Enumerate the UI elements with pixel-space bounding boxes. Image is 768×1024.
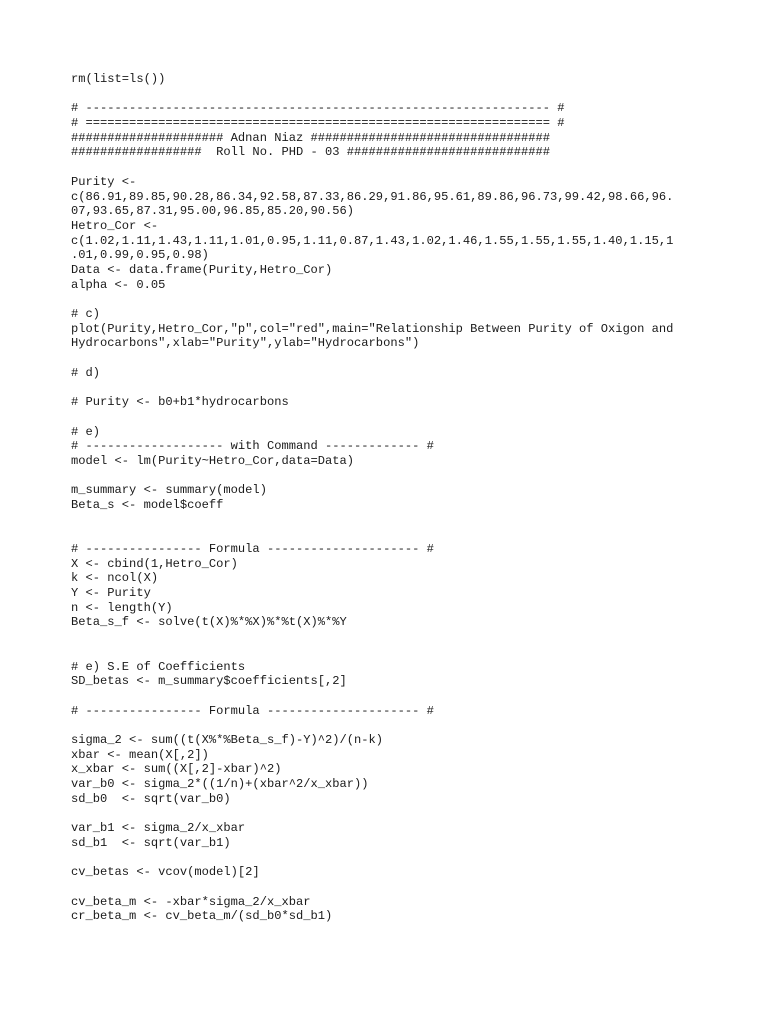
code-line: # ------------------- with Command ------------- # xyxy=(71,439,434,454)
code-line: c(1.02,1.11,1.43,1.11,1.01,0.95,1.11,0.87,1.43,1.02,1.46,1.55,1.55,1.55,1.40,1.15,1 xyxy=(71,233,674,248)
code-line: Beta_s_f <- solve(t(X)%*%X)%*%t(X)%*%Y xyxy=(71,615,347,630)
code-line: cv_betas <- vcov(model)[2] xyxy=(71,865,260,880)
blank-line xyxy=(71,292,711,307)
code-line: k <- ncol(X) xyxy=(71,571,159,586)
code-line: ################## Roll No. PHD - 03 ############################ xyxy=(71,145,550,160)
code-line: Beta_s <- model$coeff xyxy=(71,497,224,512)
code-line: Data <- data.frame(Purity,Hetro_Cor) xyxy=(71,262,333,277)
blank-line xyxy=(71,410,711,425)
code-line: rm(list=ls()) xyxy=(71,72,166,86)
blank-line xyxy=(71,160,711,175)
blank-line xyxy=(71,630,711,645)
blank-line xyxy=(71,527,711,542)
blank-line xyxy=(71,718,711,733)
code-line: plot(Purity,Hetro_Cor,"p",col="red",main="Relationship Between Purity of Oxigon and xyxy=(71,321,674,336)
blank-line xyxy=(71,689,711,704)
blank-line xyxy=(71,351,711,366)
code-line: alpha <- 0.05 xyxy=(71,277,166,292)
code-line: cr_beta_m <- cv_beta_m/(sd_b0*sd_b1) xyxy=(71,909,333,924)
code-line: # c) xyxy=(71,307,101,321)
blank-line xyxy=(71,645,711,660)
blank-line xyxy=(71,87,711,102)
code-line: # ---------------- Formula --------------------- # xyxy=(71,703,434,718)
code-line: .01,0.99,0.95,0.98) xyxy=(71,248,209,263)
code-line: # e) xyxy=(71,424,101,439)
code-line: 07,93.65,87.31,95.00,96.85,85.20,90.56) xyxy=(71,204,355,219)
code-line: cv_beta_m <- -xbar*sigma_2/x_xbar xyxy=(71,894,311,909)
code-line: x_xbar <- sum((X[,2]-xbar)^2) xyxy=(71,762,282,777)
code-line: # ---------------------------------------------------------------- # xyxy=(71,101,565,116)
blank-line xyxy=(71,513,711,528)
code-line: SD_betas <- m_summary$coefficients[,2] xyxy=(71,674,347,689)
code-line: # d) xyxy=(71,365,101,380)
code-line: # e) S.E of Coefficients xyxy=(71,659,246,674)
code-line: var_b0 <- sigma_2*((1/n)+(xbar^2/x_xbar)) xyxy=(71,777,369,791)
code-line: sd_b1 <- sqrt(var_b1) xyxy=(71,835,231,850)
code-line: var_b1 <- sigma_2/x_xbar xyxy=(71,821,246,836)
code-line: Hydrocarbons",xlab="Purity",ylab="Hydrocarbons") xyxy=(71,336,420,351)
code-line: Y <- Purity xyxy=(71,586,151,601)
code-line: m_summary <- summary(model) xyxy=(71,483,267,498)
blank-line xyxy=(71,380,711,395)
code-line: Purity <- xyxy=(71,174,137,189)
code-line: X <- cbind(1,Hetro_Cor) xyxy=(71,556,238,571)
code-block xyxy=(71,72,711,924)
blank-line xyxy=(71,880,711,895)
code-line: xbar <- mean(X[,2]) xyxy=(71,747,209,762)
code-line: sigma_2 <- sum((t(X%*%Beta_s_f)-Y)^2)/(n-k) xyxy=(71,732,384,747)
blank-line xyxy=(71,850,711,865)
code-line: # Purity <- b0+b1*hydrocarbons xyxy=(71,395,289,410)
code-line: n <- length(Y) xyxy=(71,600,173,615)
blank-line xyxy=(71,469,711,484)
code-line: # ================================================================ # xyxy=(71,116,565,131)
code-line: c(86.91,89.85,90.28,86.34,92.58,87.33,86.29,91.86,95.61,89.86,96.73,99.42,98.66,96. xyxy=(71,189,674,204)
code-line: ##################### Adnan Niaz ################################# xyxy=(71,130,550,145)
blank-line xyxy=(71,806,711,821)
code-line: # ---------------- Formula --------------------- # xyxy=(71,542,434,556)
code-line: model <- lm(Purity~Hetro_Cor,data=Data) xyxy=(71,453,355,468)
code-line: sd_b0 <- sqrt(var_b0) xyxy=(71,791,231,806)
code-line: Hetro_Cor <- xyxy=(71,218,159,233)
